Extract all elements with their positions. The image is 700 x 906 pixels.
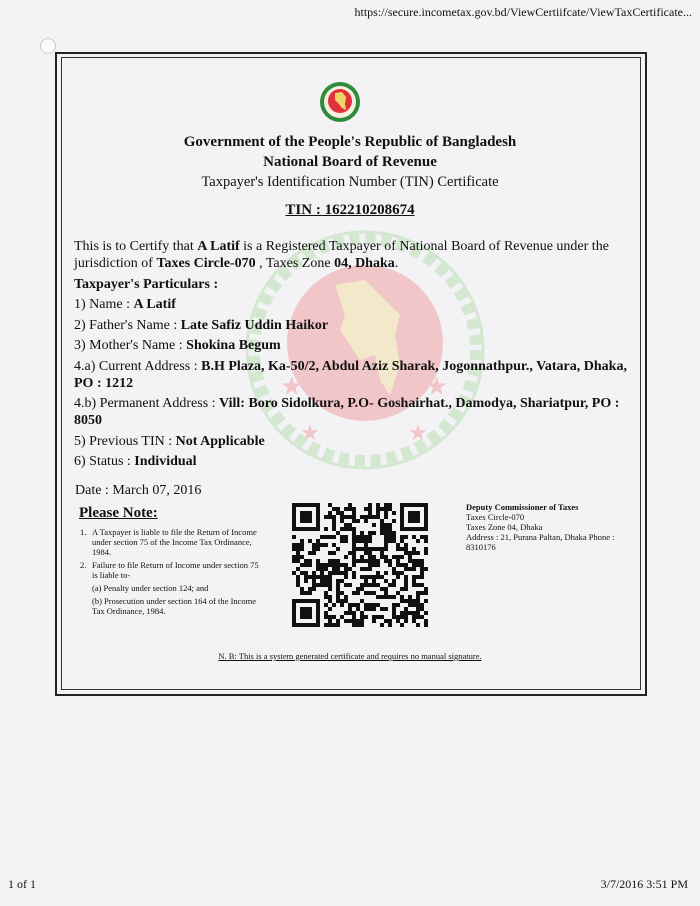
particular-permanent-address: 4.b) Permanent Address : Vill: Boro Sidolkura, P.O- Goshairhat., Damodya, Shariatpur, PO : 8050 [74, 396, 620, 428]
particular-father-name: 2) Father's Name : Late Safiz Uddin Haikor [74, 317, 329, 333]
particular-name: 1) Name : A Latif [74, 297, 176, 312]
svg-text:★: ★ [280, 372, 304, 401]
office-zone: Taxes Zone 04, Dhaka [466, 522, 543, 532]
note-sub-item: (b) Prosecution under section 164 of the Income Tax Ordinance, 1984. [92, 596, 257, 616]
issuing-office [466, 502, 636, 552]
punch-hole [40, 38, 56, 54]
note-item: 1. A Taxpayer is liable to file the Return of Income under section 75 of the Income Tax Ordinance, 1984. [80, 527, 257, 557]
particular-status: 6) Status : Individual [74, 454, 197, 469]
office-circle: Taxes Circle-070 [466, 512, 525, 522]
office-address: Address : 21, Purana Paltan, Dhaka Phone : 8310176 [466, 532, 615, 552]
note-list [80, 527, 260, 619]
certificate-body [74, 238, 634, 474]
particular-mother-name: 3) Mother's Name : Shokina Begum [74, 338, 281, 353]
certificate-title: Taxpayer's Identification Number (TIN) Certificate [201, 174, 499, 190]
board-title: National Board of Revenue [263, 154, 437, 170]
system-generated-footnote: N. B: This is a system generated certificate and requires no manual signature. [218, 651, 482, 661]
page-count: 1 of 1 [8, 877, 36, 891]
tin-number: TIN : 162210208674 [285, 202, 415, 218]
particular-previous-tin: 5) Previous TIN : Not Applicable [74, 433, 265, 449]
issue-date: Date : March 07, 2016 [75, 483, 202, 498]
bangladesh-emblem-logo [318, 80, 362, 124]
page-url: https://secure.incometax.gov.bd/ViewCertiifcate/ViewTaxCertificate... [354, 5, 692, 19]
note-title: Please Note: [79, 505, 158, 521]
svg-text:★: ★ [300, 420, 320, 445]
svg-text:★: ★ [425, 372, 449, 401]
government-title: Government of the People's Republic of Bangladesh [183, 134, 517, 150]
certification-statement: This is to Certify that A Latif is a Registered Taxpayer of National Board of Revenue under the jurisdiction of Taxes Circle-070 , Taxes Zone 04, Dhaka. [74, 239, 609, 271]
svg-text:★: ★ [408, 420, 428, 445]
qr-code [292, 503, 428, 627]
note-item: 2. Failure to file Return of Income under section 75 is liable to- [80, 560, 259, 580]
particulars-heading: Taxpayer's Particulars : [74, 276, 219, 292]
note-sub-item: (a) Penalty under section 124; and [92, 583, 209, 593]
print-timestamp: 3/7/2016 3:51 PM [600, 877, 688, 891]
office-title: Deputy Commissioner of Taxes [466, 502, 579, 512]
particular-current-address: 4.a) Current Address : B.H Plaza, Ka-50/2, Abdul Aziz Sharak, Jogonnathpur., Vatara, Dhaka, PO : 1212 [74, 358, 627, 391]
